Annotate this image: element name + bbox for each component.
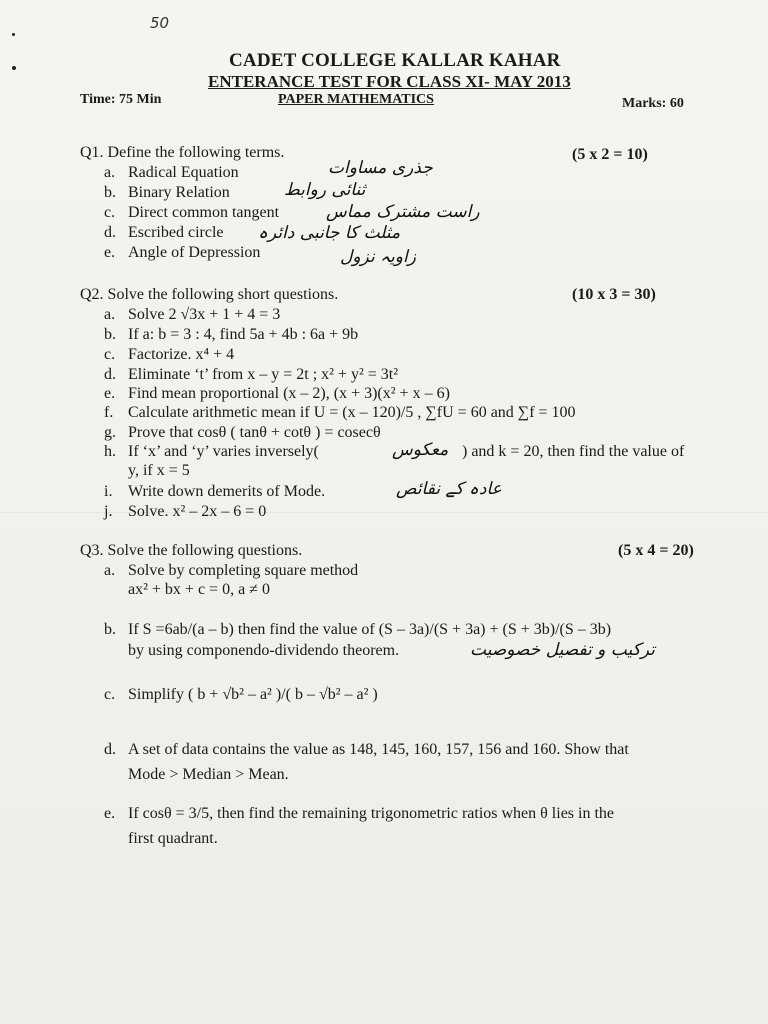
- item-label: a.: [104, 306, 116, 323]
- item-label: h.: [104, 443, 116, 460]
- item-label: i.: [104, 483, 113, 500]
- item-label: c.: [104, 346, 116, 363]
- q3-item-d: [104, 741, 629, 759]
- item-label: d.: [104, 366, 116, 383]
- handwritten-score: 50: [150, 14, 170, 32]
- q2-urdu-h: معکوس: [392, 440, 449, 460]
- q2-item-a: [104, 306, 280, 324]
- item-text: A set of data contains the value as 148, 145, 160, 157, 156 and 160. Show that: [128, 741, 629, 758]
- item-label: j.: [104, 503, 113, 520]
- q3-item-d-line2: Mode > Median > Mean.: [128, 766, 289, 783]
- q2-item-h-line2: y, if x = 5: [128, 462, 190, 479]
- item-label: e.: [104, 385, 116, 402]
- q2-item-f: [104, 404, 576, 422]
- item-text: Find mean proportional (x – 2), (x + 3)(x² + x – 6): [128, 385, 450, 402]
- q3-item-b-line2: by using componendo-dividendo theorem.: [128, 642, 400, 659]
- item-text: Prove that cosθ ( tanθ + cotθ ) = cosecθ: [128, 424, 381, 441]
- item-text: Solve. x² – 2x – 6 = 0: [128, 503, 267, 520]
- q3-item-b: [104, 621, 611, 639]
- q2-title: Q2. Solve the following short questions.: [80, 286, 339, 303]
- item-text: Calculate arithmetic mean if U = (x – 120)/5 , ∑fU = 60 and ∑f = 100: [128, 404, 576, 421]
- item-text: If a: b = 3 : 4, find 5a + 4b : 6a + 9b: [128, 326, 359, 343]
- q3-item-e: [104, 805, 614, 823]
- item-label: b.: [104, 621, 116, 638]
- item-text: Binary Relation: [128, 184, 230, 201]
- q3-urdu-b: ترکیب و تفصیل خصوصیت: [470, 640, 655, 660]
- time-label: Time: 75 Min: [80, 92, 162, 107]
- test-title: ENTERANCE TEST FOR CLASS XI- MAY 2013: [208, 72, 571, 91]
- q2-item-g: [104, 424, 381, 442]
- margin-mark: [12, 66, 16, 70]
- item-label: e.: [104, 805, 116, 822]
- item-text: If ‘x’ and ‘y’ varies inversely(: [128, 443, 319, 460]
- item-text: Escribed circle: [128, 224, 224, 241]
- q2-item-c: [104, 346, 234, 364]
- item-label: g.: [104, 424, 116, 441]
- paper-title: PAPER MATHEMATICS: [278, 92, 434, 107]
- q2-item-d: [104, 366, 398, 384]
- item-label: c.: [104, 204, 116, 221]
- item-label: a.: [104, 164, 116, 181]
- item-text: Simplify ( b + √b² – a² )/( b – √b² – a² ): [128, 686, 378, 703]
- item-text: Direct common tangent: [128, 204, 280, 221]
- q2-item-i: [104, 483, 325, 501]
- q1-urdu-c: راست مشترک مماس: [326, 202, 480, 222]
- q3-marks: (5 x 4 = 20): [618, 542, 694, 559]
- q3-item-a-line2: ax² + bx + c = 0, a ≠ 0: [128, 581, 270, 598]
- item-text: Solve 2 √3x + 1 + 4 = 3: [128, 306, 281, 323]
- q1-urdu-a: جذری مساوات: [328, 158, 433, 178]
- q1-urdu-e: زاویہ نزول: [340, 247, 416, 267]
- item-label: b.: [104, 326, 116, 343]
- item-label: c.: [104, 686, 116, 703]
- item-label: e.: [104, 244, 116, 261]
- q1-item-d: [104, 224, 224, 242]
- q2-item-h: [104, 443, 319, 461]
- item-text: Angle of Depression: [128, 244, 261, 261]
- q2-item-j: [104, 503, 266, 521]
- item-label: f.: [104, 404, 114, 421]
- q2-item-h-cont: ) and k = 20, then find the value of: [462, 443, 685, 460]
- q2-marks: (10 x 3 = 30): [572, 286, 656, 303]
- item-label: d.: [104, 224, 116, 241]
- q1-item-c: [104, 204, 279, 222]
- q1-item-a: [104, 164, 239, 182]
- q2-item-b: [104, 326, 358, 344]
- q1-item-e: [104, 244, 260, 262]
- margin-mark: [12, 33, 15, 36]
- q3-item-a: [104, 562, 358, 580]
- marks-label: Marks: 60: [622, 96, 684, 111]
- item-text: Eliminate ‘t’ from x – y = 2t ; x² + y² = 3t²: [128, 366, 399, 383]
- item-text: Write down demerits of Mode.: [128, 483, 326, 500]
- q3-item-c: [104, 686, 378, 704]
- item-text: Solve by completing square method: [128, 562, 359, 579]
- q1-item-b: [104, 184, 230, 202]
- item-label: b.: [104, 184, 116, 201]
- q1-title: Q1. Define the following terms.: [80, 144, 285, 161]
- q2-item-e: [104, 385, 450, 403]
- q3-item-e-line2: first quadrant.: [128, 830, 218, 847]
- q1-urdu-b: ثنائی روابط: [284, 180, 366, 200]
- q2-urdu-i: عادہ کے نقائص: [396, 479, 502, 499]
- q3-title: Q3. Solve the following questions.: [80, 542, 303, 559]
- q1-urdu-d: مثلث کا جانبی دائرہ: [258, 223, 401, 243]
- item-text: If S =6ab/(a – b) then find the value of (S – 3a)/(S + 3a) + (S + 3b)/(S – 3b): [128, 621, 612, 638]
- item-text: If cosθ = 3/5, then find the remaining trigonometric ratios when θ lies in the: [128, 805, 615, 822]
- item-text: Factorize. x⁴ + 4: [128, 346, 235, 363]
- q1-marks: (5 x 2 = 10): [572, 146, 648, 163]
- college-name: CADET COLLEGE KALLAR KAHAR: [229, 50, 561, 71]
- item-label: a.: [104, 562, 116, 579]
- item-text: Radical Equation: [128, 164, 239, 181]
- item-label: d.: [104, 741, 116, 758]
